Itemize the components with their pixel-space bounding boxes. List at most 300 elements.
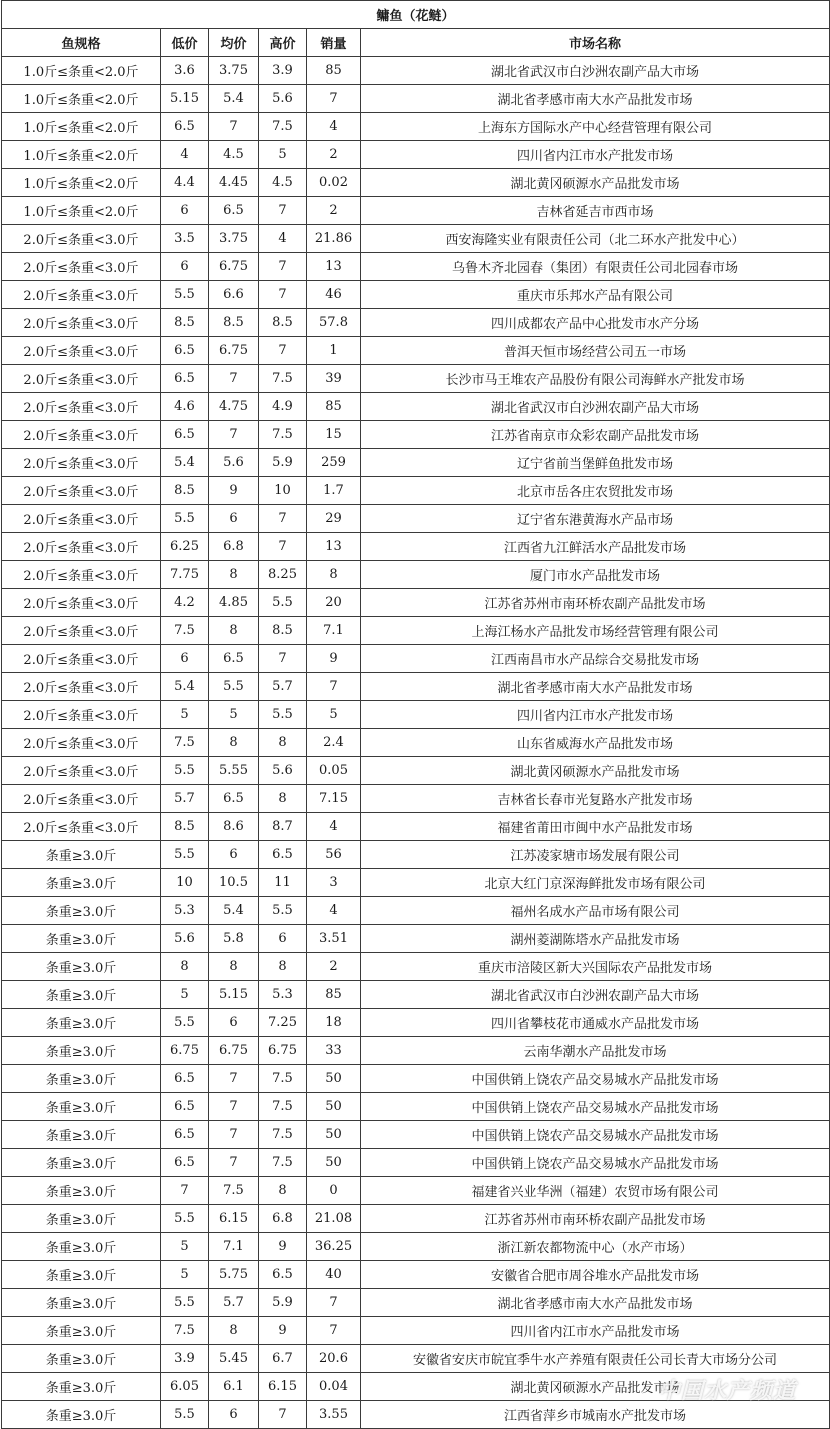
cell-low-price: 6.5: [161, 337, 209, 365]
table-row: [2, 953, 830, 981]
cell-market-name: 湖州菱湖陈塔水产品批发市场: [361, 925, 830, 953]
table-row: [2, 309, 830, 337]
cell-market-name: 中国供销上饶农产品交易城水产品批发市场: [361, 1149, 830, 1177]
cell-low-price: 7.5: [161, 1317, 209, 1345]
cell-low-price: 5.6: [161, 925, 209, 953]
cell-volume: 56: [307, 841, 361, 869]
cell-spec: 2.0斤≤条重<3.0斤: [2, 477, 161, 505]
cell-spec: 条重≥3.0斤: [2, 1289, 161, 1317]
cell-spec: 2.0斤≤条重<3.0斤: [2, 785, 161, 813]
cell-spec: 1.0斤≤条重<2.0斤: [2, 169, 161, 197]
cell-low-price: 6.05: [161, 1373, 209, 1401]
cell-high-price: 5.6: [259, 85, 307, 113]
cell-avg-price: 5.55: [209, 757, 259, 785]
cell-spec: 条重≥3.0斤: [2, 953, 161, 981]
cell-avg-price: 5.15: [209, 981, 259, 1009]
cell-low-price: 7.5: [161, 617, 209, 645]
cell-spec: 2.0斤≤条重<3.0斤: [2, 225, 161, 253]
cell-low-price: 5.5: [161, 841, 209, 869]
cell-volume: 0.05: [307, 757, 361, 785]
cell-high-price: 5.5: [259, 897, 307, 925]
table-row: [2, 421, 830, 449]
cell-high-price: 7.5: [259, 113, 307, 141]
cell-volume: 50: [307, 1093, 361, 1121]
cell-avg-price: 8.5: [209, 309, 259, 337]
cell-avg-price: 5.5: [209, 673, 259, 701]
cell-high-price: 5.6: [259, 757, 307, 785]
cell-low-price: 6.5: [161, 1149, 209, 1177]
table-row: [2, 729, 830, 757]
cell-volume: 50: [307, 1149, 361, 1177]
cell-spec: 条重≥3.0斤: [2, 1345, 161, 1373]
cell-avg-price: 7: [209, 1065, 259, 1093]
cell-spec: 2.0斤≤条重<3.0斤: [2, 505, 161, 533]
table-row: [2, 1261, 830, 1289]
table-row: [2, 449, 830, 477]
table-row: [2, 393, 830, 421]
cell-avg-price: 5.4: [209, 85, 259, 113]
cell-avg-price: 7.5: [209, 1177, 259, 1205]
cell-low-price: 8.5: [161, 477, 209, 505]
cell-avg-price: 5.7: [209, 1289, 259, 1317]
table-row: [2, 141, 830, 169]
cell-avg-price: 6.75: [209, 337, 259, 365]
cell-high-price: 8: [259, 785, 307, 813]
cell-market-name: 中国供销上饶农产品交易城水产品批发市场: [361, 1093, 830, 1121]
cell-spec: 1.0斤≤条重<2.0斤: [2, 113, 161, 141]
cell-volume: 4: [307, 113, 361, 141]
cell-low-price: 6: [161, 253, 209, 281]
cell-volume: 7: [307, 85, 361, 113]
cell-volume: 7.15: [307, 785, 361, 813]
cell-high-price: 8.5: [259, 309, 307, 337]
cell-volume: 50: [307, 1065, 361, 1093]
cell-low-price: 8: [161, 953, 209, 981]
cell-volume: 13: [307, 253, 361, 281]
cell-spec: 2.0斤≤条重<3.0斤: [2, 813, 161, 841]
cell-spec: 1.0斤≤条重<2.0斤: [2, 197, 161, 225]
cell-high-price: 7.5: [259, 1121, 307, 1149]
cell-market-name: 上海江杨水产品批发市场经营管理有限公司: [361, 617, 830, 645]
cell-avg-price: 4.75: [209, 393, 259, 421]
cell-spec: 条重≥3.0斤: [2, 1065, 161, 1093]
cell-high-price: 8.5: [259, 617, 307, 645]
table-row: [2, 253, 830, 281]
cell-avg-price: 7: [209, 421, 259, 449]
cell-volume: 40: [307, 1261, 361, 1289]
cell-volume: 7: [307, 673, 361, 701]
header-row: [2, 29, 830, 57]
cell-avg-price: 8: [209, 729, 259, 757]
cell-high-price: 7: [259, 253, 307, 281]
cell-market-name: 湖北黄冈硕源水产品批发市场: [361, 1373, 830, 1401]
cell-avg-price: 8: [209, 953, 259, 981]
cell-avg-price: 6.15: [209, 1205, 259, 1233]
cell-low-price: 5.3: [161, 897, 209, 925]
cell-spec: 条重≥3.0斤: [2, 981, 161, 1009]
cell-volume: 2: [307, 197, 361, 225]
cell-spec: 1.0斤≤条重<2.0斤: [2, 57, 161, 85]
cell-high-price: 3.9: [259, 57, 307, 85]
table-row: [2, 281, 830, 309]
cell-volume: 4: [307, 813, 361, 841]
cell-high-price: 6.5: [259, 841, 307, 869]
cell-market-name: 四川成都农产品中心批发市水产分场: [361, 309, 830, 337]
cell-market-name: 安徽省合肥市周谷堆水产品批发市场: [361, 1261, 830, 1289]
cell-spec: 2.0斤≤条重<3.0斤: [2, 757, 161, 785]
cell-market-name: 中国供销上饶农产品交易城水产品批发市场: [361, 1121, 830, 1149]
cell-low-price: 5.5: [161, 1401, 209, 1429]
cell-market-name: 重庆市乐邦水产品有限公司: [361, 281, 830, 309]
cell-low-price: 5.5: [161, 1205, 209, 1233]
cell-spec: 2.0斤≤条重<3.0斤: [2, 729, 161, 757]
cell-low-price: 6.5: [161, 1065, 209, 1093]
cell-market-name: 湖北黄冈硕源水产品批发市场: [361, 169, 830, 197]
cell-spec: 条重≥3.0斤: [2, 1401, 161, 1429]
table-row: [2, 85, 830, 113]
cell-market-name: 上海东方国际水产中心经营管理有限公司: [361, 113, 830, 141]
header-high-price: 高价: [259, 29, 307, 57]
cell-low-price: 3.5: [161, 225, 209, 253]
cell-volume: 1: [307, 337, 361, 365]
cell-low-price: 5.15: [161, 85, 209, 113]
cell-avg-price: 6.8: [209, 533, 259, 561]
cell-spec: 条重≥3.0斤: [2, 1317, 161, 1345]
price-table: [1, 0, 830, 1429]
cell-high-price: 6: [259, 925, 307, 953]
table-row: [2, 897, 830, 925]
header-volume: 销量: [307, 29, 361, 57]
table-row: [2, 365, 830, 393]
cell-market-name: 四川省内江市水产批发市场: [361, 141, 830, 169]
cell-low-price: 10: [161, 869, 209, 897]
cell-spec: 条重≥3.0斤: [2, 1177, 161, 1205]
table-row: [2, 197, 830, 225]
cell-low-price: 6.5: [161, 365, 209, 393]
cell-volume: 33: [307, 1037, 361, 1065]
cell-volume: 0.02: [307, 169, 361, 197]
table-row: [2, 225, 830, 253]
cell-low-price: 8.5: [161, 813, 209, 841]
cell-low-price: 5.4: [161, 673, 209, 701]
cell-volume: 85: [307, 393, 361, 421]
cell-avg-price: 9: [209, 477, 259, 505]
cell-high-price: 7.5: [259, 365, 307, 393]
cell-avg-price: 7.1: [209, 1233, 259, 1261]
cell-volume: 21.86: [307, 225, 361, 253]
cell-volume: 3.51: [307, 925, 361, 953]
table-row: [2, 813, 830, 841]
cell-high-price: 8: [259, 1177, 307, 1205]
cell-low-price: 5.7: [161, 785, 209, 813]
cell-spec: 条重≥3.0斤: [2, 1093, 161, 1121]
cell-volume: 0: [307, 1177, 361, 1205]
cell-volume: 85: [307, 57, 361, 85]
table-row: [2, 589, 830, 617]
cell-market-name: 四川省攀枝花市通威水产品批发市场: [361, 1009, 830, 1037]
cell-spec: 2.0斤≤条重<3.0斤: [2, 309, 161, 337]
cell-low-price: 6.5: [161, 113, 209, 141]
cell-volume: 39: [307, 365, 361, 393]
cell-avg-price: 7: [209, 1093, 259, 1121]
table-row: [2, 1009, 830, 1037]
cell-high-price: 7.5: [259, 421, 307, 449]
cell-market-name: 江苏省苏州市南环桥农副产品批发市场: [361, 1205, 830, 1233]
cell-avg-price: 4.45: [209, 169, 259, 197]
cell-avg-price: 3.75: [209, 225, 259, 253]
cell-high-price: 4: [259, 225, 307, 253]
table-row: [2, 1093, 830, 1121]
cell-volume: 7: [307, 1289, 361, 1317]
cell-high-price: 7.25: [259, 1009, 307, 1037]
cell-volume: 259: [307, 449, 361, 477]
cell-low-price: 5: [161, 1261, 209, 1289]
watermark: 中国水产频道: [657, 1379, 796, 1404]
table-row: [2, 701, 830, 729]
cell-market-name: 辽宁省前当堡鲜鱼批发市场: [361, 449, 830, 477]
cell-avg-price: 8: [209, 561, 259, 589]
cell-high-price: 7: [259, 1401, 307, 1429]
cell-low-price: 6.75: [161, 1037, 209, 1065]
cell-spec: 条重≥3.0斤: [2, 1149, 161, 1177]
cell-high-price: 5.5: [259, 589, 307, 617]
table-row: [2, 673, 830, 701]
cell-volume: 46: [307, 281, 361, 309]
cell-volume: 57.8: [307, 309, 361, 337]
cell-spec: 2.0斤≤条重<3.0斤: [2, 673, 161, 701]
cell-avg-price: 10.5: [209, 869, 259, 897]
cell-market-name: 西安海隆实业有限责任公司（北二环水产批发中心）: [361, 225, 830, 253]
cell-spec: 2.0斤≤条重<3.0斤: [2, 701, 161, 729]
cell-spec: 1.0斤≤条重<2.0斤: [2, 85, 161, 113]
cell-volume: 13: [307, 533, 361, 561]
cell-spec: 2.0斤≤条重<3.0斤: [2, 281, 161, 309]
cell-avg-price: 7: [209, 365, 259, 393]
cell-volume: 29: [307, 505, 361, 533]
cell-high-price: 7: [259, 337, 307, 365]
cell-low-price: 5.4: [161, 449, 209, 477]
cell-high-price: 6.5: [259, 1261, 307, 1289]
cell-avg-price: 6.75: [209, 253, 259, 281]
cell-market-name: 湖北省孝感市南大水产品批发市场: [361, 1289, 830, 1317]
table-row: [2, 1149, 830, 1177]
cell-high-price: 9: [259, 1317, 307, 1345]
table-row: [2, 869, 830, 897]
cell-spec: 2.0斤≤条重<3.0斤: [2, 645, 161, 673]
cell-low-price: 5.5: [161, 757, 209, 785]
cell-avg-price: 7: [209, 1121, 259, 1149]
cell-volume: 2: [307, 953, 361, 981]
cell-volume: 7.1: [307, 617, 361, 645]
cell-high-price: 5.9: [259, 1289, 307, 1317]
cell-market-name: 乌鲁木齐北园春（集团）有限责任公司北园春市场: [361, 253, 830, 281]
cell-low-price: 5.5: [161, 1009, 209, 1037]
cell-spec: 2.0斤≤条重<3.0斤: [2, 617, 161, 645]
cell-avg-price: 7: [209, 1149, 259, 1177]
table-row: [2, 1065, 830, 1093]
cell-low-price: 6: [161, 645, 209, 673]
cell-volume: 85: [307, 981, 361, 1009]
cell-volume: 3: [307, 869, 361, 897]
table-row: [2, 57, 830, 85]
cell-market-name: 四川省内江市水产品批发市场: [361, 1317, 830, 1345]
cell-volume: 2.4: [307, 729, 361, 757]
cell-volume: 50: [307, 1121, 361, 1149]
cell-avg-price: 6.5: [209, 785, 259, 813]
cell-high-price: 8: [259, 729, 307, 757]
cell-avg-price: 5.8: [209, 925, 259, 953]
table-row: [2, 1289, 830, 1317]
cell-market-name: 福建省兴业华洲（福建）农贸市场有限公司: [361, 1177, 830, 1205]
cell-market-name: 江西省九江鲜活水产品批发市场: [361, 533, 830, 561]
table-row: [2, 477, 830, 505]
cell-spec: 2.0斤≤条重<3.0斤: [2, 393, 161, 421]
cell-volume: 21.08: [307, 1205, 361, 1233]
cell-low-price: 8.5: [161, 309, 209, 337]
cell-low-price: 4.4: [161, 169, 209, 197]
cell-avg-price: 5.6: [209, 449, 259, 477]
cell-spec: 2.0斤≤条重<3.0斤: [2, 421, 161, 449]
cell-market-name: 中国供销上饶农产品交易城水产品批发市场: [361, 1065, 830, 1093]
cell-low-price: 6.25: [161, 533, 209, 561]
cell-low-price: 3.6: [161, 57, 209, 85]
table-row: [2, 1177, 830, 1205]
cell-low-price: 7.5: [161, 729, 209, 757]
table-row: [2, 785, 830, 813]
cell-spec: 条重≥3.0斤: [2, 1261, 161, 1289]
cell-market-name: 湖北省孝感市南大水产品批发市场: [361, 673, 830, 701]
cell-high-price: 7: [259, 533, 307, 561]
table-body: [2, 57, 830, 1429]
cell-avg-price: 6: [209, 1009, 259, 1037]
cell-high-price: 7.5: [259, 1093, 307, 1121]
header-avg-price: 均价: [209, 29, 259, 57]
cell-market-name: 普洱天恒市场经营公司五一市场: [361, 337, 830, 365]
cell-high-price: 8.7: [259, 813, 307, 841]
cell-avg-price: 6: [209, 505, 259, 533]
cell-market-name: 江苏省苏州市南环桥农副产品批发市场: [361, 589, 830, 617]
cell-spec: 2.0斤≤条重<3.0斤: [2, 533, 161, 561]
cell-spec: 条重≥3.0斤: [2, 925, 161, 953]
cell-market-name: 吉林省长春市光复路水产批发市场: [361, 785, 830, 813]
cell-avg-price: 6.75: [209, 1037, 259, 1065]
cell-volume: 0.04: [307, 1373, 361, 1401]
cell-avg-price: 8.6: [209, 813, 259, 841]
cell-high-price: 7.5: [259, 1149, 307, 1177]
cell-volume: 2: [307, 141, 361, 169]
cell-high-price: 11: [259, 869, 307, 897]
cell-spec: 条重≥3.0斤: [2, 1121, 161, 1149]
cell-high-price: 4.9: [259, 393, 307, 421]
cell-low-price: 5: [161, 981, 209, 1009]
cell-market-name: 厦门市水产品批发市场: [361, 561, 830, 589]
table-row: [2, 1317, 830, 1345]
cell-avg-price: 5.4: [209, 897, 259, 925]
cell-spec: 条重≥3.0斤: [2, 1373, 161, 1401]
cell-high-price: 10: [259, 477, 307, 505]
table-row: [2, 1121, 830, 1149]
table-row: [2, 1037, 830, 1065]
table-row: [2, 337, 830, 365]
cell-high-price: 7: [259, 281, 307, 309]
cell-market-name: 山东省威海水产品批发市场: [361, 729, 830, 757]
table-row: [2, 981, 830, 1009]
cell-market-name: 江西南昌市水产品综合交易批发市场: [361, 645, 830, 673]
cell-high-price: 7: [259, 645, 307, 673]
cell-high-price: 4.5: [259, 169, 307, 197]
cell-spec: 条重≥3.0斤: [2, 1009, 161, 1037]
table-row: [2, 645, 830, 673]
cell-volume: 7: [307, 1317, 361, 1345]
cell-avg-price: 3.75: [209, 57, 259, 85]
table-row: [2, 1233, 830, 1261]
cell-low-price: 6.5: [161, 1121, 209, 1149]
cell-avg-price: 6: [209, 841, 259, 869]
cell-low-price: 5: [161, 1233, 209, 1261]
cell-market-name: 湖北省武汉市白沙洲农副产品大市场: [361, 57, 830, 85]
cell-low-price: 7.75: [161, 561, 209, 589]
cell-volume: 8: [307, 561, 361, 589]
table-row: [2, 925, 830, 953]
cell-market-name: 湖北黄冈硕源水产品批发市场: [361, 757, 830, 785]
cell-low-price: 7: [161, 1177, 209, 1205]
cell-high-price: 5.9: [259, 449, 307, 477]
cell-market-name: 福州名成水产品市场有限公司: [361, 897, 830, 925]
cell-market-name: 北京大红门京深海鲜批发市场有限公司: [361, 869, 830, 897]
cell-volume: 20.6: [307, 1345, 361, 1373]
table-row: [2, 533, 830, 561]
table-title: 鳙鱼（花鲢）: [2, 1, 830, 29]
cell-high-price: 6.7: [259, 1345, 307, 1373]
cell-market-name: 湖北省武汉市白沙洲农副产品大市场: [361, 981, 830, 1009]
cell-low-price: 5.5: [161, 281, 209, 309]
cell-volume: 20: [307, 589, 361, 617]
cell-market-name: 安徽省安庆市皖宜季牛水产养殖有限责任公司长青大市场分公司: [361, 1345, 830, 1373]
cell-high-price: 6.75: [259, 1037, 307, 1065]
cell-high-price: 8: [259, 953, 307, 981]
table-row: [2, 617, 830, 645]
cell-volume: 4: [307, 897, 361, 925]
cell-market-name: 江苏凌家塘市场发展有限公司: [361, 841, 830, 869]
cell-volume: 3.55: [307, 1401, 361, 1429]
table-row: [2, 841, 830, 869]
header-spec: 鱼规格: [2, 29, 161, 57]
cell-low-price: 5.5: [161, 505, 209, 533]
cell-spec: 条重≥3.0斤: [2, 1037, 161, 1065]
cell-market-name: 重庆市涪陵区新大兴国际农产品批发市场: [361, 953, 830, 981]
cell-spec: 条重≥3.0斤: [2, 1233, 161, 1261]
cell-high-price: 7.5: [259, 1065, 307, 1093]
table-row: [2, 505, 830, 533]
cell-low-price: 5.5: [161, 1289, 209, 1317]
cell-high-price: 6.8: [259, 1205, 307, 1233]
cell-spec: 条重≥3.0斤: [2, 897, 161, 925]
cell-avg-price: 7: [209, 113, 259, 141]
cell-high-price: 5.3: [259, 981, 307, 1009]
cell-avg-price: 8: [209, 617, 259, 645]
cell-spec: 条重≥3.0斤: [2, 841, 161, 869]
cell-avg-price: 6.6: [209, 281, 259, 309]
cell-low-price: 5: [161, 701, 209, 729]
cell-volume: 9: [307, 645, 361, 673]
cell-avg-price: 6.5: [209, 645, 259, 673]
cell-spec: 2.0斤≤条重<3.0斤: [2, 449, 161, 477]
cell-high-price: 8.25: [259, 561, 307, 589]
cell-low-price: 4.2: [161, 589, 209, 617]
cell-avg-price: 8: [209, 1317, 259, 1345]
cell-avg-price: 6: [209, 1401, 259, 1429]
cell-volume: 15: [307, 421, 361, 449]
